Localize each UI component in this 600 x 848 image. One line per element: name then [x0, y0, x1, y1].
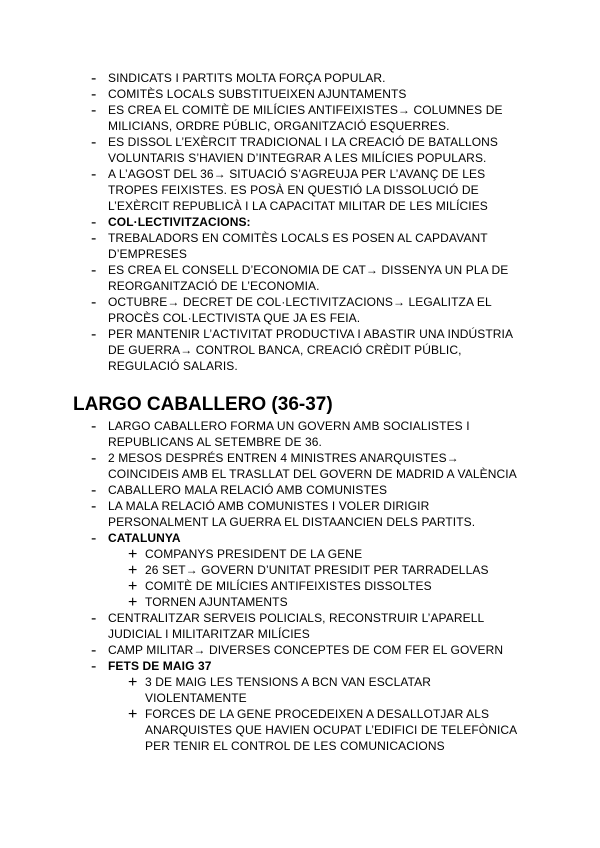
plus-bullet: + — [128, 578, 138, 595]
text-line: CENTRALITZAR SERVEIS POLICIALS, RECONSTRUIR L’APARELL — [108, 611, 485, 625]
text-line: TREBALADORS EN COMITÈS LOCALS ES POSEN AL CAPDAVANT — [108, 231, 488, 245]
text-line: PERSONALMENT LA GUERRA EL DISTAANCIEN DELS PARTITS. — [108, 515, 476, 529]
list-item — [0, 418, 600, 450]
text-line: CATALUNYA — [108, 531, 181, 545]
text-line: REORGANITZACIÓ DE L’ECONOMIA. — [108, 279, 320, 293]
list-item — [0, 102, 600, 134]
dash-bullet: - — [91, 166, 97, 183]
text-line: CABALLERO MALA RELACIÓ AMB COMUNISTES — [108, 483, 388, 497]
list-item — [0, 326, 600, 374]
text-line: FETS DE MAIG 37 — [108, 659, 212, 673]
text-line: ES CREA EL COMITÈ DE MILÍCIES ANTIFEIXISTES→ COLUMNES DE — [108, 103, 503, 117]
list-item — [0, 530, 600, 546]
list-item — [0, 610, 600, 642]
text-line: FORCES DE LA GENE PROCEDEIXEN A DESALLOTJAR ALS — [145, 707, 490, 721]
text-line: PER MANTENIR L’ACTIVITAT PRODUCTIVA I ABASTIR UNA INDÚSTRIA — [108, 327, 514, 341]
text-line: VOLUNTARIS S’HAVIEN D’INTEGRAR A LES MILÍCIES POPULARS. — [108, 151, 487, 165]
list-item — [0, 70, 600, 86]
text-line: COINCIDEIS AMB EL TRASLLAT DEL GOVERN DE MADRID A VALÈNCIA — [108, 467, 517, 481]
text-line: ES CREA EL CONSELL D’ECONOMIA DE CAT→ DISSENYA UN PLA DE — [108, 263, 509, 277]
text-line: COL·LECTIVITZACIONS: — [108, 215, 251, 229]
dash-bullet: - — [91, 326, 97, 343]
list-item — [0, 642, 600, 658]
dash-bullet: - — [91, 658, 97, 675]
dash-bullet: - — [91, 450, 97, 467]
text-line: ANARQUISTES QUE HAVIEN OCUPAT L’EDIFICI DE TELEFÒNICA — [145, 723, 518, 737]
list-item — [0, 230, 600, 262]
list-item — [0, 482, 600, 498]
section-heading: LARGO CABALLERO (36-37) — [73, 394, 333, 415]
dash-bullet: - — [91, 86, 97, 103]
dash-bullet: - — [91, 294, 97, 311]
list-item — [0, 86, 600, 102]
text-line: ES DISSOL L’EXÈRCIT TRADICIONAL I LA CREACIÓ DE BATALLONS — [108, 135, 499, 149]
dash-bullet: - — [91, 610, 97, 627]
sub-list-item — [0, 546, 600, 562]
text-line: 2 MESOS DESPRÉS ENTREN 4 MINISTRES ANARQUISTES→ — [108, 451, 459, 465]
text-line: VIOLENTAMENTE — [145, 691, 247, 705]
sub-list-item — [0, 562, 600, 578]
text-line: DE GUERRA→ CONTROL BANCA, CREACIÓ CRÈDIT PÚBLIC, — [108, 343, 462, 357]
list-item — [0, 166, 600, 214]
dash-bullet: - — [91, 230, 97, 247]
dash-bullet: - — [91, 498, 97, 515]
text-line: CAMP MILITAR→ DIVERSES CONCEPTES DE COM FER EL GOVERN — [108, 643, 504, 657]
sub-list-item — [0, 594, 600, 610]
text-line: 26 SET→ GOVERN D’UNITAT PRESIDIT PER TARRADELLAS — [145, 563, 489, 577]
list-item — [0, 214, 600, 230]
text-line: MILICIANS, ORDRE PÚBLIC, ORGANITZACIÓ ESQUERRES. — [108, 119, 450, 133]
text-line: PROCÈS COL·LECTIVISTA QUE JA ES FEIA. — [108, 311, 361, 325]
text-line: OCTUBRE→ DECRET DE COL·LECTIVITZACIONS→ LEGALITZA EL — [108, 295, 492, 309]
collectivization-list — [0, 70, 600, 374]
dash-bullet: - — [91, 134, 97, 151]
text-line: SINDICATS I PARTITS MOLTA FORÇA POPULAR. — [108, 71, 386, 85]
text-line: COMITÈ DE MILÍCIES ANTIFEIXISTES DISSOLTES — [145, 579, 432, 593]
sub-list-item — [0, 674, 600, 706]
plus-bullet: + — [128, 674, 138, 691]
sub-list-item — [0, 706, 600, 754]
list-item — [0, 134, 600, 166]
dash-bullet: - — [91, 530, 97, 547]
dash-bullet: - — [91, 482, 97, 499]
text-line: JUDICIAL I MILITARITZAR MILÍCIES — [108, 627, 310, 641]
dash-bullet: - — [91, 418, 97, 435]
text-line: REGULACIÓ SALARIS. — [108, 359, 238, 373]
plus-bullet: + — [128, 546, 138, 563]
text-line: COMPANYS PRESIDENT DE LA GENE — [145, 547, 363, 561]
sub-list-item — [0, 578, 600, 594]
list-item — [0, 498, 600, 530]
text-line: A L’AGOST DEL 36→ SITUACIÓ S’AGREUJA PER L’AVANÇ DE LES — [108, 167, 486, 181]
dash-bullet: - — [91, 642, 97, 659]
list-item — [0, 658, 600, 674]
text-line: TROPES FEIXISTES. ES POSÀ EN QUESTIÓ LA DISSOLUCIÓ DE — [108, 183, 479, 197]
text-line: COMITÈS LOCALS SUBSTITUEIXEN AJUNTAMENTS — [108, 87, 407, 101]
text-line: REPUBLICANS AL SETEMBRE DE 36. — [108, 435, 322, 449]
dash-bullet: - — [91, 214, 97, 231]
list-item — [0, 450, 600, 482]
text-line: 3 DE MAIG LES TENSIONS A BCN VAN ESCLATAR — [145, 675, 431, 689]
list-item — [0, 262, 600, 294]
text-line: PER TENIR EL CONTROL DE LES COMUNICACIONS — [145, 739, 445, 753]
text-line: D’EMPRESES — [108, 247, 188, 261]
text-line: L’EXÈRCIT REPUBLICÀ I LA CAPACITAT MILITAR DE LES MILÍCIES — [108, 199, 488, 213]
plus-bullet: + — [128, 562, 138, 579]
text-line: LA MALA RELACIÓ AMB COMUNISTES I VOLER DIRIGIR — [108, 499, 430, 513]
plus-bullet: + — [128, 706, 138, 723]
plus-bullet: + — [128, 594, 138, 611]
list-item — [0, 294, 600, 326]
largo-caballero-list — [0, 418, 600, 754]
dash-bullet: - — [91, 102, 97, 119]
dash-bullet: - — [91, 70, 97, 87]
text-line: TORNEN AJUNTAMENTS — [145, 595, 288, 609]
text-line: LARGO CABALLERO FORMA UN GOVERN AMB SOCIALISTES I — [108, 419, 470, 433]
dash-bullet: - — [91, 262, 97, 279]
